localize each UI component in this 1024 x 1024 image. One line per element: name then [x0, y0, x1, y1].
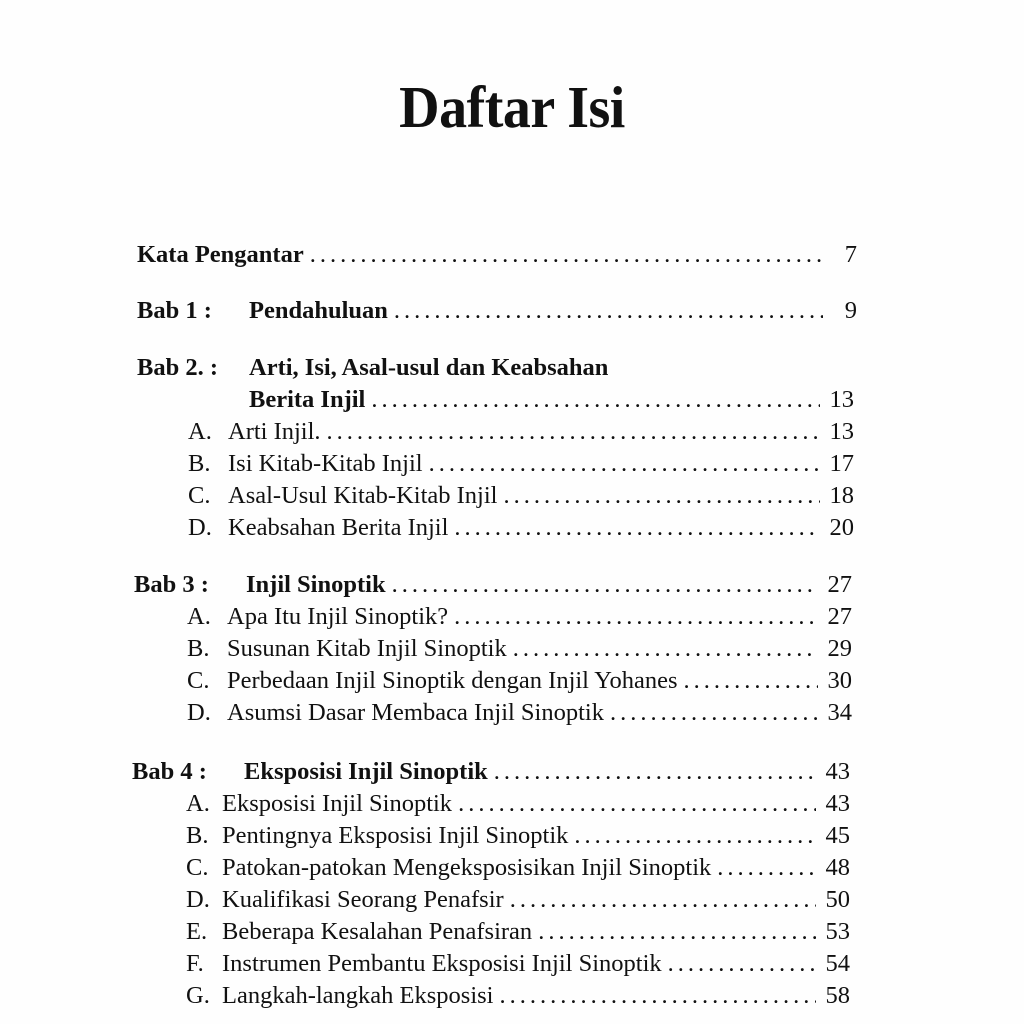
- toc-entry-label: Isi Kitab-Kitab Injil: [228, 450, 423, 477]
- subentry-letter: E.: [186, 918, 208, 945]
- toc-entry-label: Apa Itu Injil Sinoptik?: [227, 603, 449, 630]
- toc-entry-page: 7: [844, 241, 857, 268]
- dot-leader: [454, 605, 818, 630]
- toc-subentry: [187, 605, 852, 630]
- toc-entry-label: Eksposisi Injil Sinoptik: [222, 790, 453, 817]
- dot-leader: [510, 888, 816, 913]
- toc-entry-label: Pentingnya Eksposisi Injil Sinoptik: [222, 822, 569, 849]
- dot-leader: [429, 452, 820, 477]
- toc-entry-page: 58: [825, 982, 850, 1009]
- toc-subentry: [186, 824, 850, 849]
- toc-entry-page: 27: [827, 571, 852, 598]
- dot-leader: [503, 484, 820, 509]
- toc-entry-label: Instrumen Pembantu Eksposisi Injil Sinoptik: [222, 950, 662, 977]
- dot-leader: [394, 299, 823, 324]
- dot-leader: [392, 573, 818, 598]
- subentry-letter: B.: [187, 635, 210, 662]
- toc-entry-label: Berita Injil: [249, 386, 366, 413]
- dot-leader: [717, 856, 816, 881]
- toc-entry-label: Injil Sinoptik: [246, 571, 386, 598]
- toc-entry-page: 43: [825, 790, 850, 817]
- toc-entry-bab-1: [137, 299, 857, 324]
- chapter-number: Bab 4 :: [132, 758, 207, 785]
- toc-entry-label: Eksposisi Injil Sinoptik: [244, 758, 488, 785]
- toc-entry-bab-3: [134, 573, 852, 598]
- toc-entry-page: 9: [844, 297, 857, 324]
- toc-entry-bab-2: [137, 356, 857, 381]
- toc-entry-page: 27: [827, 603, 852, 630]
- toc-entry-label: Kualifikasi Seorang Penafsir: [222, 886, 504, 913]
- dot-leader: [574, 824, 816, 849]
- toc-subentry: [188, 516, 854, 541]
- toc-entry-page: 48: [825, 854, 850, 881]
- toc-subentry: [186, 952, 850, 977]
- subentry-letter: C.: [188, 482, 211, 509]
- toc-subentry: [187, 669, 852, 694]
- subentry-letter: D.: [188, 514, 212, 541]
- subentry-letter: D.: [186, 886, 210, 913]
- dot-leader: [610, 701, 818, 726]
- subentry-letter: B.: [188, 450, 211, 477]
- toc-entry-page: 43: [825, 758, 850, 785]
- toc-entry-bab-2-continued: [249, 388, 854, 413]
- toc-entry-label: Keabsahan Berita Injil: [228, 514, 449, 541]
- chapter-number: Bab 1 :: [137, 297, 212, 324]
- subentry-letter: C.: [186, 854, 209, 881]
- toc-entry-kata-pengantar: [137, 243, 857, 268]
- toc-entry-page: 18: [829, 482, 854, 509]
- subentry-letter: A.: [187, 603, 211, 630]
- toc-subentry: [187, 701, 852, 726]
- dot-leader: [538, 920, 816, 945]
- subentry-letter: C.: [187, 667, 210, 694]
- subentry-letter: F.: [186, 950, 204, 977]
- toc-subentry: [188, 420, 854, 445]
- subentry-letter: A.: [188, 418, 212, 445]
- toc-entry-page: 50: [825, 886, 850, 913]
- toc-entry-page: 13: [829, 386, 854, 413]
- dot-leader: [513, 637, 818, 662]
- toc-entry-label: Pendahuluan: [249, 297, 388, 324]
- subentry-letter: B.: [186, 822, 209, 849]
- toc-entry-page: 13: [829, 418, 854, 445]
- toc-entry-label: Arti Injil.: [228, 418, 321, 445]
- dot-leader: [310, 243, 823, 268]
- toc-entry-label: Asumsi Dasar Membaca Injil Sinoptik: [227, 699, 604, 726]
- page-title: Daftar Isi: [399, 75, 625, 141]
- toc-entry-label: Asal-Usul Kitab-Kitab Injil: [228, 482, 498, 509]
- toc-entry-label: Langkah-langkah Eksposisi: [222, 982, 494, 1009]
- toc-entry-page: 45: [825, 822, 850, 849]
- toc-entry-label: Arti, Isi, Asal-usul dan Keabsahan: [249, 354, 609, 381]
- dot-leader: [683, 669, 818, 694]
- dot-leader: [494, 760, 816, 785]
- toc-entry-label: Kata Pengantar: [137, 241, 304, 268]
- subentry-letter: A.: [186, 790, 210, 817]
- toc-subentry: [186, 856, 850, 881]
- subentry-letter: D.: [187, 699, 211, 726]
- chapter-number: Bab 3 :: [134, 571, 209, 598]
- dot-leader: [371, 388, 820, 413]
- toc-entry-label: Patokan-patokan Mengeksposisikan Injil Sinoptik: [222, 854, 712, 881]
- toc-subentry: [186, 888, 850, 913]
- dot-leader: [458, 792, 816, 817]
- toc-subentry: [186, 984, 850, 1009]
- dot-leader: [327, 420, 820, 445]
- toc-entry-page: 20: [829, 514, 854, 541]
- toc-entry-bab-4: [132, 760, 850, 785]
- toc-entry-label: Perbedaan Injil Sinoptik dengan Injil Yohanes: [227, 667, 678, 694]
- subentry-letter: G.: [186, 982, 210, 1009]
- toc-subentry: [188, 484, 854, 509]
- toc-subentry: [186, 920, 850, 945]
- toc-entry-page: 30: [827, 667, 852, 694]
- chapter-number: Bab 2. :: [137, 354, 219, 381]
- dot-leader: [500, 984, 817, 1009]
- dot-leader: [454, 516, 820, 541]
- toc-entry-page: 29: [827, 635, 852, 662]
- toc-entry-label: Susunan Kitab Injil Sinoptik: [227, 635, 507, 662]
- toc-subentry: [186, 792, 850, 817]
- toc-entry-page: 17: [829, 450, 854, 477]
- toc-entry-page: 54: [825, 950, 850, 977]
- toc-subentry: [187, 637, 852, 662]
- toc-subentry: [188, 452, 854, 477]
- toc-entry-page: 34: [827, 699, 852, 726]
- dot-leader: [668, 952, 816, 977]
- toc-entry-page: 53: [825, 918, 850, 945]
- toc-entry-label: Beberapa Kesalahan Penafsiran: [222, 918, 533, 945]
